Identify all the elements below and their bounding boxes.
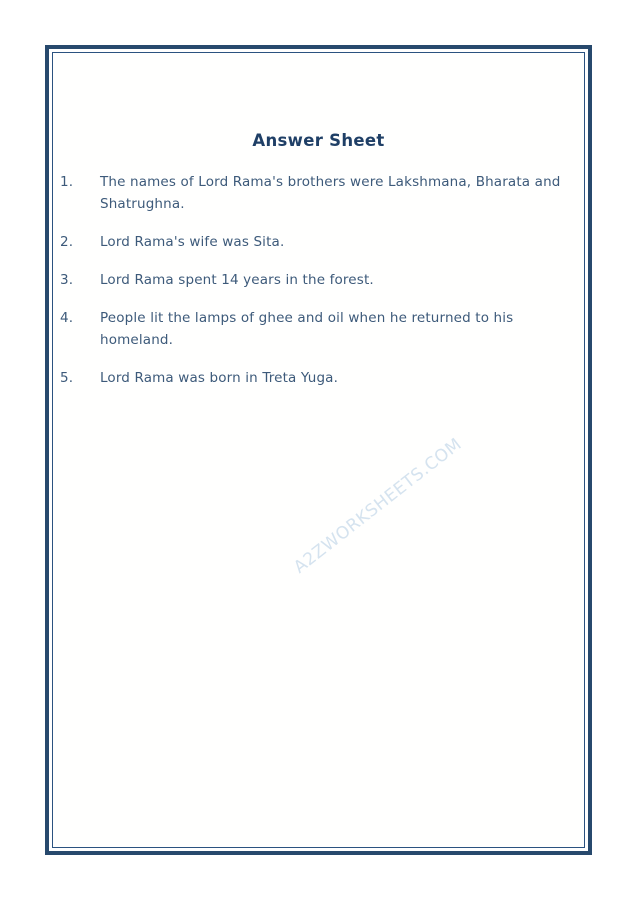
list-item	[53, 171, 570, 215]
answer-text: The names of Lord Rama's brothers were Lakshmana, Bharata and Shatrughna.	[100, 174, 561, 212]
answer-number: 4.	[60, 310, 74, 326]
answer-number: 2.	[60, 234, 74, 250]
sheet-content	[53, 53, 584, 847]
answer-number: 5.	[60, 370, 74, 386]
answer-text: Lord Rama spent 14 years in the forest.	[100, 272, 374, 288]
page-title: Answer Sheet	[252, 131, 385, 150]
answer-number: 1.	[60, 174, 74, 190]
answer-text: People lit the lamps of ghee and oil when he returned to his homeland.	[100, 310, 514, 348]
answer-text: Lord Rama was born in Treta Yuga.	[100, 370, 339, 386]
answer-text: Lord Rama's wife was Sita.	[100, 234, 285, 250]
page-border-inner	[52, 52, 585, 848]
list-item	[53, 231, 570, 253]
answer-number: 3.	[60, 272, 74, 288]
page-border-outer	[45, 45, 592, 855]
list-item	[53, 307, 570, 351]
watermark: A2ZWORKSHEETS.COM	[290, 434, 466, 578]
answer-list	[53, 171, 570, 405]
list-item	[53, 269, 570, 291]
list-item	[53, 367, 570, 389]
